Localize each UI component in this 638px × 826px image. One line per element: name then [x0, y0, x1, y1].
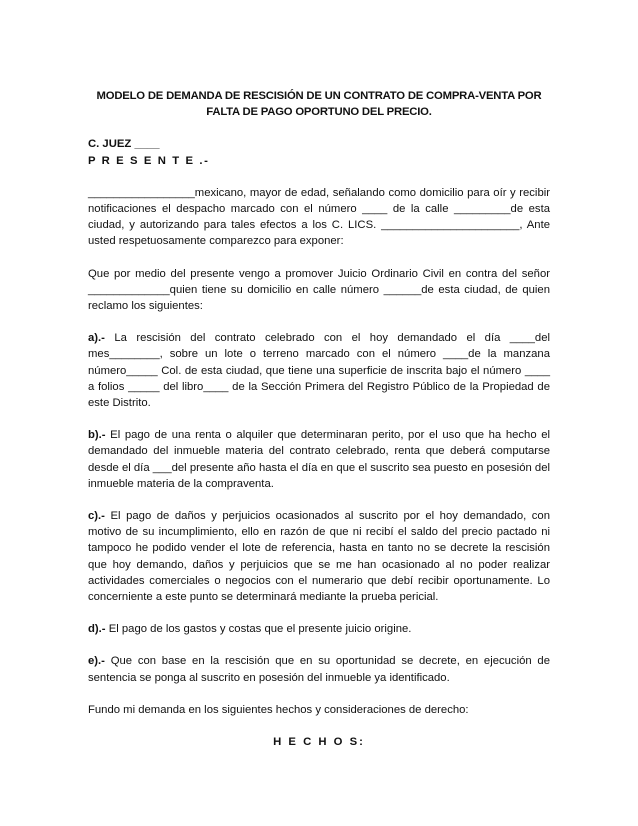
claim-text-a: La rescisión del contrato celebrado con el hoy demandado el día ____del mes________, sobre un lote o terreno marcado con el número ____de la manzana número_____ Col. de esta ciudad, que tiene una superficie de inscrita bajo el número ____ a folios _____ del libro____ de la Sección Primera del Registro Público de la Propiedad de este Distrito. — [88, 332, 550, 410]
hechos-heading: H E C H O S: — [273, 736, 365, 749]
claim-text-d: El pago de los gastos y costas que el presente juicio origine. — [105, 623, 412, 636]
claim-text-c: El pago de daños y perjuicios ocasionados al suscrito por el hoy demandado, con motivo de su incumplimiento, ello en razón de que ni recibí el saldo del precio pactado ni tampoco he podido vender el lote de referencia, hasta en tanto no se decrete la rescisión que hoy demando, daños y perjuicios que se me han ocasionado al no poder realizar actividades comerciales o negocios con el numerario que debí recibir oportunamente. Lo concerniente a este punto se determinará mediante la prueba pericial. — [88, 510, 550, 604]
claim-item-e — [88, 653, 550, 685]
claim-text-e: Que con base en la rescisión que en su oportunidad se decrete, en ejecución de sentencia se ponga al suscrito en posesión del inmueble ya identificado. — [88, 655, 550, 684]
claim-item-b — [88, 427, 550, 492]
claim-text-b: El pago de una renta o alquiler que determinaran perito, por el uso que ha hecho el demandado del inmueble materia del contrato celebrado, renta que deberá computarse desde el día ___del presente año hasta el día en que el suscrito sea puesto en posesión del inmueble materia de la compraventa. — [88, 429, 550, 490]
claim-label-d: d).- — [88, 623, 106, 636]
claim-label-c: c).- — [88, 510, 105, 523]
presente-line: P R E S E N T E .- — [88, 154, 210, 167]
document-page — [88, 88, 550, 750]
claim-item-c — [88, 508, 550, 605]
document-title: MODELO DE DEMANDA DE RESCISIÓN DE UN CONTRATO DE COMPRA-VENTA POR FALTA DE PAGO OPORTUNO DEL PRECIO. — [96, 90, 542, 119]
intro-paragraph: _________________mexicano, mayor de edad, señalando como domicilio para oír y recibir notificaciones el despacho marcado con el número ____ de la calle _________de esta ciudad, y autorizando para tales efectos a los C. LICS. ______________________, Ante usted respetuosamente comparezco para exponer: — [88, 186, 550, 248]
claim-item-a — [88, 330, 550, 411]
claim-label-a: a).- — [88, 332, 105, 345]
closing-paragraph: Fundo mi demanda en los siguientes hechos y consideraciones de derecho: — [88, 703, 469, 716]
claim-label-e: e).- — [88, 655, 105, 668]
claim-item-d — [88, 621, 550, 637]
addressee: C. JUEZ ____ — [88, 138, 160, 151]
claim-label-b: b).- — [88, 429, 106, 442]
promotion-paragraph: Que por medio del presente vengo a promover Juicio Ordinario Civil en contra del señor _____________quien tiene su domicilio en calle número ______de esta ciudad, de quien reclamo los siguientes: — [88, 267, 550, 313]
